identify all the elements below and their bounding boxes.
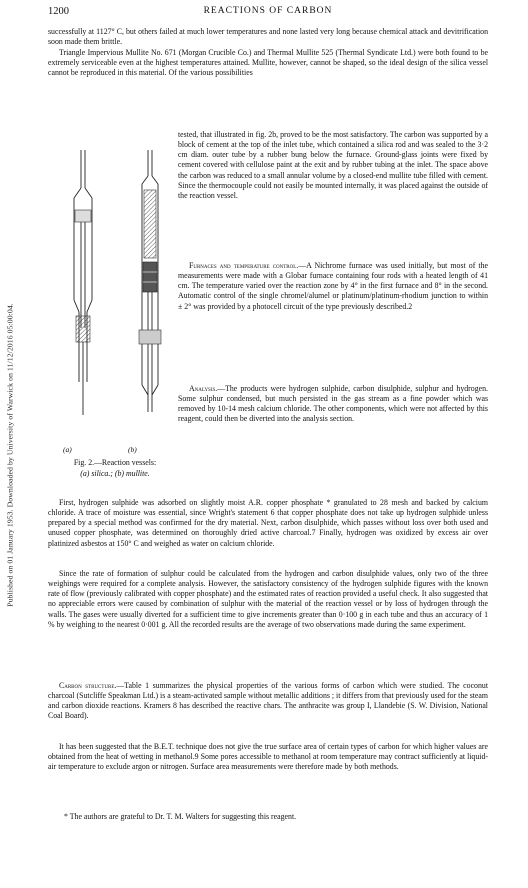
figure-label-a: (a) [63,445,72,454]
intro-paragraph-mullite: Triangle Impervious Mullite No. 671 (Morgan Crucible Co.) and Thermal Mullite 525 (Thermal Syndicate Ltd.) were both found to be extremely serviceable even at the highest temperatures attained. Mullite, however, cannot be shaped, so the ideal design of the silica vessel cannot be reproduced in this material. Of the various possibilities [48,48,488,78]
furnaces-heading: Furnaces and temperature control. [189,261,299,270]
page-header [48,6,488,20]
download-watermark [2,130,18,780]
bet-paragraph: It has been suggested that the B.E.T. technique does not give the true surface area of certain types of carbon for which higher values are obtained from the heat of wetting in methanol.9 Some pores accessible to methanol at room temperature may contract sufficiently at liquid-air temperature to exclude argon or nitrogen. Surface area measurements were therefore made by both methods. [48,742,488,772]
page-number: 1200 [48,6,69,17]
figure-reaction-vessels [48,150,174,440]
sulphur-rate-paragraph: Since the rate of formation of sulphur could be calculated from the hydrogen and carbon disulphide values, only two of the three weighings were required for a complete analysis. However, the satisfactory consistency of the hydrogen sulphide figures with the known rate of flow (previously calibrated with copper phosphate) and the estimated rates of reaction provided a useful check. It also suggested that no appreciable errors were caused by combination of sulphur with the material of the reaction vessel or by loss of hydrogen through the walls. The gases were usually diverted for a sufficient time to give increments greater than 0·100 g in each tube and thus an accuracy of 1 % by weighing to the nearest 0·001 g. All the recorded results are the average of two observations made during the same experiment. [48,569,488,629]
furnaces-paragraph [178,261,488,312]
mullite-vessel-drawing [139,150,161,412]
furnaces-text: —A Nichrome furnace was used initially, but most of the measurements were made with a Globar furnace containing four rods with a heated length of 41 cm. The temperature varied over the reaction zone by 4° in the first furnace and 8° in the second. Automatic control of the single chromel/alumel or platinum/platinum-rhodium junction to within ± 2° was provided by a photocell circuit of the type previously described.2 [178,261,488,311]
watermark-text: Published on 01 January 1953. Downloaded by University of Warwick on 11/12/2016 05:00:04. [5,303,15,607]
analysis-text: —The products were hydrogen sulphide, carbon disulphide, sulphur and hydrogen. Some sulphur condensed, but much persisted in the gas stream as a fine powder which was removed by 10-14 mesh calcium chloride. The other components, which were not affected by this reagent, could then be diverted into the analysis section. [178,384,488,424]
analysis-heading: Analysis. [189,384,218,393]
carbon-structure-text: —Table 1 summarizes the physical properties of the various forms of carbon which were studied. The coconut charcoal (Sutcliffe Speakman Ltd.) is a steam-activated sample without metallic additions ; it differs from that previously used for the steam and carbon dioxide reactions. Kramers 8 has described the reactive chars. The anthracite was group I, Llandebie (S. W. Division, National Coal Board). [48,681,489,721]
running-title: REACTIONS OF CARBON [203,6,333,16]
silica-vessel-drawing [74,150,92,415]
intro-continuation: successfully at 1127° C, but others failed at much lower temperatures and none lasted very long because chemical attack and devitrification soon made them brittle. [48,27,488,47]
footnote: * The authors are grateful to Dr. T. M. Walters for suggesting this reagent. [64,811,297,821]
hydrogen-sulphide-paragraph: First, hydrogen sulphide was adsorbed on slightly moist A.R. copper phosphate * granulated to 28 mesh and backed by calcium chloride. A trace of moisture was essential, since Wright's statement 6 that copper phosphate does not take up hydrogen sulphide unless prepared by a special method was confirmed for the dry material. Next, carbon disulphide, which passes without loss over both used and unused copper phosphate, was determined on thoroughly dried active charcoal.7 Finally, hydrogen was oxidized by excess air over platinized asbestos at 150° C and weighed as water on calcium chloride. [48,498,488,548]
analysis-paragraph [178,384,488,425]
figure-label-b: (b) [128,445,137,454]
figure-caption-line2: (a) silica.; (b) mullite. [80,468,150,478]
carbon-structure-paragraph [48,681,488,722]
figure-caption [52,458,178,479]
carbon-structure-heading: Carbon structure. [59,681,117,690]
vessel-description-paragraph: tested, that illustrated in fig. 2b, proved to be the most satisfactory. The carbon was supported by a block of cement at the top of the inlet tube, which contained a silica rod and was sealed to the 3·2 cm diam. outer tube by a rubber bung below the furnace. Ground-glass joints were fixed by cement covered with cellulose paint at the exit and by rubber tubing at the inlet. The space above the carbon was reduced to a small annular volume by a closed-end mullite tube filled with cement. Since the thermocouple could not easily be mounted internally, it was placed against the outside of the reaction vessel. [178,130,488,200]
figure-caption-line1: Fig. 2.—Reaction vessels: [73,458,157,467]
